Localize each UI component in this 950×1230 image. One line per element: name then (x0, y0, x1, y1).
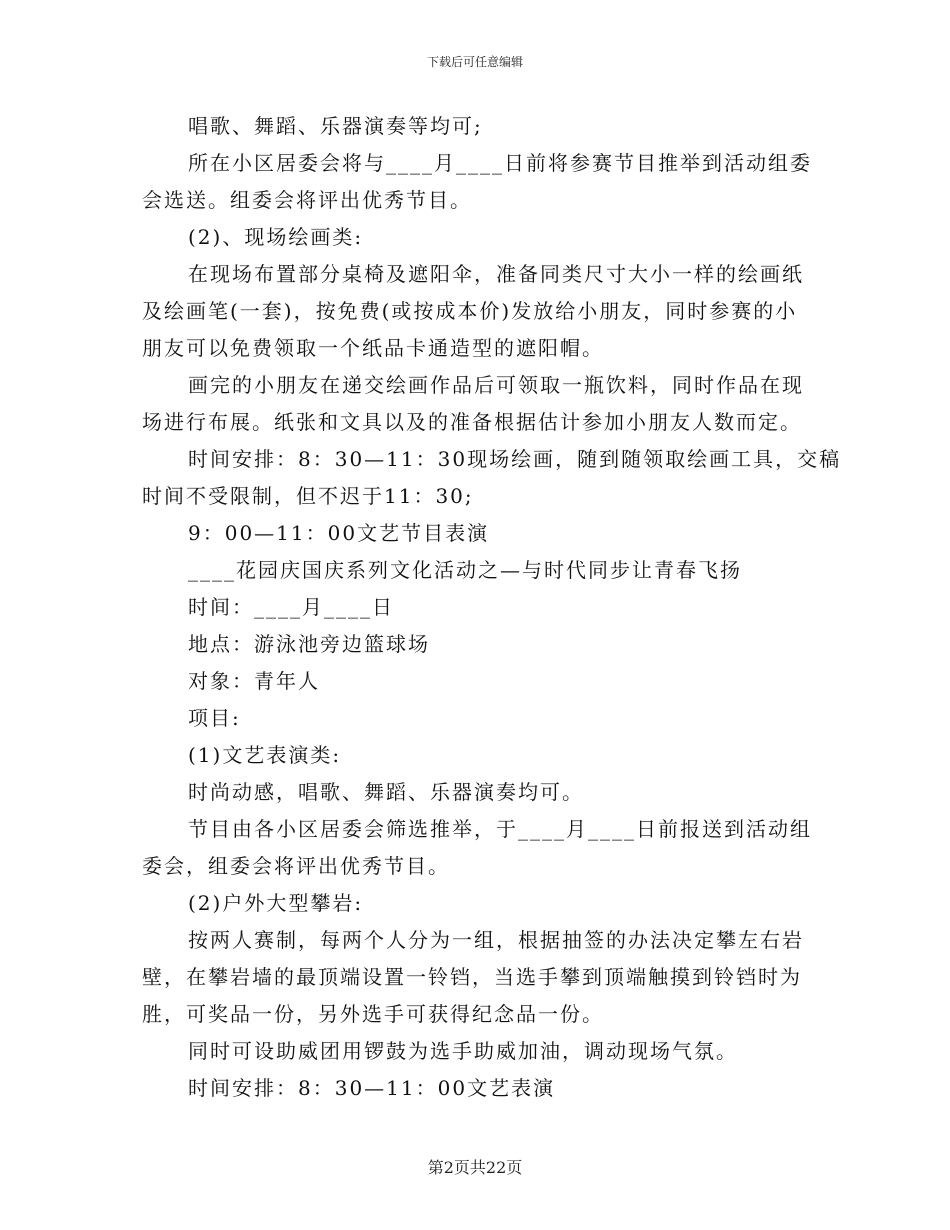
paragraph-line: 9：00—11：00文艺节目表演 (188, 521, 490, 545)
paragraph-line: 胜，可奖品一份，另外选手可获得纪念品一份。 (142, 1002, 604, 1026)
paragraph-line: 按两人赛制，每两个人分为一组，根据抽签的办法决定攀左右岩 (188, 928, 804, 952)
paragraph-line: 朋友可以免费领取一个纸品卡通造型的遮阳帽。 (142, 336, 604, 360)
paragraph-line: 唱歌、舞蹈、乐器演奏等均可; (188, 114, 483, 138)
page-header: 下载后可任意编辑 (426, 55, 523, 69)
paragraph-line: 时间安排：8：30—11：30现场绘画，随到随领取绘画工具，交稿 (188, 447, 842, 471)
paragraph-line: 所在小区居委会将与____月____日前将参赛节目推举到活动组委 (188, 151, 812, 175)
paragraph-line: 时尚动感，唱歌、舞蹈、乐器演奏均可。 (188, 780, 584, 804)
paragraph-line: 地点：游泳池旁边篮球场 (188, 632, 430, 656)
paragraph-line: 会选送。组委会将评出优秀节目。 (142, 188, 472, 212)
paragraph-line: 画完的小朋友在递交绘画作品后可领取一瓶饮料，同时作品在现 (188, 373, 804, 397)
section-heading: (1)文艺表演类: (188, 743, 342, 767)
paragraph-line: 壁，在攀岩墙的最顶端设置一铃铛，当选手攀到顶端触摸到铃铛时为 (142, 965, 802, 989)
section-heading: (2)户外大型攀岩: (188, 891, 364, 915)
paragraph-line: 场进行布展。纸张和文具以及的准备根据估计参加小朋友人数而定。 (142, 410, 802, 434)
paragraph-line: 同时可设助威团用锣鼓为选手助威加油，调动现场气氛。 (188, 1039, 738, 1063)
paragraph-line: ____花园庆国庆系列文化活动之—与时代同步让青春飞扬 (188, 558, 742, 582)
paragraph-line: 时间：____月____日 (188, 595, 394, 619)
paragraph-line: 对象：青年人 (188, 669, 320, 693)
page-number: 第2页共22页 (427, 1158, 523, 1177)
paragraph-line: 在现场布置部分桌椅及遮阳伞，准备同类尺寸大小一样的绘画纸 (188, 262, 804, 286)
paragraph-line: 委会，组委会将评出优秀节目。 (142, 854, 450, 878)
section-heading: (2)、现场绘画类: (188, 225, 364, 249)
document-body (142, 108, 842, 1107)
paragraph-line: 时间不受限制，但不迟于11：30; (142, 484, 474, 508)
paragraph-line: 时间安排：8：30—11：00文艺表演 (188, 1076, 556, 1100)
paragraph-line: 节目由各小区居委会筛选推举，于____月____日前报送到活动组 (188, 817, 812, 841)
paragraph-line: 及绘画笔(一套)，按免费(或按成本价)发放给小朋友，同时参赛的小 (142, 299, 798, 323)
paragraph-line: 项目: (188, 706, 241, 730)
